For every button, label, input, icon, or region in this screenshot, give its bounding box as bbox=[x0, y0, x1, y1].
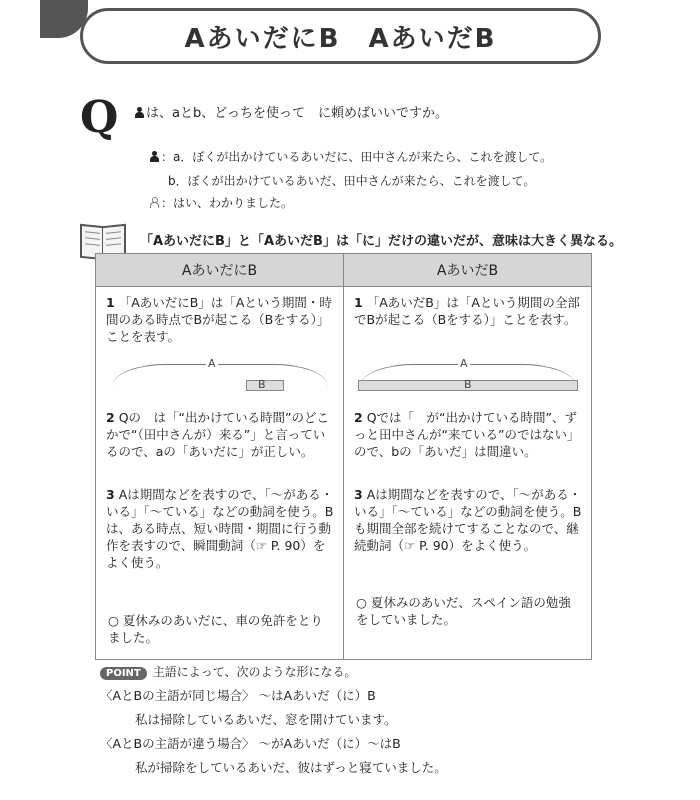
left-timeline-diagram bbox=[106, 357, 334, 394]
table-column-left bbox=[96, 254, 344, 659]
left-point-3: 3 Aは期間などを表すので、「～がある・いる」「～ている」などの動詞を使う。Bは、ある時点、短い時間・期間に行う動作を表すので、瞬間動詞（☞ P. 90）をよく使う。 bbox=[106, 487, 334, 570]
diagram-label-a: A bbox=[460, 357, 468, 370]
page-title: AあいだにB AあいだB bbox=[184, 23, 497, 54]
table-header-right: AあいだB bbox=[344, 254, 591, 287]
question-text-row bbox=[135, 102, 448, 121]
table-header-left: AあいだにB bbox=[96, 254, 343, 287]
diagram-label-a: A bbox=[208, 357, 216, 370]
dialog-answer: ：はい、わかりました。 bbox=[161, 196, 294, 210]
speaker-person-icon bbox=[135, 107, 144, 118]
point-intro-row bbox=[100, 663, 357, 680]
right-point-1: 1 「AあいだB」は「Aという期間の全部でBが起こる（Bをする）」ことを表す。 bbox=[354, 295, 580, 327]
table-column-right bbox=[344, 254, 591, 659]
question-letter: Q bbox=[80, 92, 119, 143]
point-badge: POINT bbox=[100, 667, 147, 680]
dialog-answer-row bbox=[150, 194, 293, 211]
diagram-label-b: B bbox=[258, 378, 266, 391]
comparison-table bbox=[95, 253, 592, 660]
dialog-line-b: b．ぼくが出かけているあいだ、田中さんが来たら、これを渡して。 bbox=[168, 174, 536, 188]
left-point-1: 1 「AあいだにB」は「Aという期間・時間のある時点でBが起こる（Bをする）」ことを表す。 bbox=[106, 295, 332, 344]
right-example: ○ 夏休みのあいだ、スペイン語の勉強をしていました。 bbox=[356, 595, 571, 627]
right-point-2: 2 Qでは「 が“出かけている時間”、ずっと田中さんが“来ている”のではない」ので、bの「あいだ」は間違い。 bbox=[354, 410, 580, 459]
left-example: ○ 夏休みのあいだに、車の免許をとりました。 bbox=[108, 613, 323, 645]
point-example-1: 私は掃除しているあいだ、窓を開けています。 bbox=[135, 712, 397, 727]
point-case-1: 〈AとBの主語が同じ場合〉 ～はAあいだ（に）B bbox=[100, 688, 376, 703]
dialog-line-a: ：a．ぼくが出かけているあいだに、田中さんが来たら、これを渡して。 bbox=[161, 150, 553, 164]
point-example-2: 私が掃除をしているあいだ、彼はずっと寝ていました。 bbox=[135, 760, 447, 775]
page-title-box bbox=[80, 8, 601, 64]
listener-person-icon bbox=[150, 197, 159, 208]
right-point-3: 3 Aは期間などを表すので、「～がある・いる」「～ている」などの動詞を使う。Bも期間全部を続けてすることなので、継続動詞（☞ P. 90）をよく使う。 bbox=[354, 487, 582, 553]
dialog-line-a-row bbox=[150, 148, 552, 165]
left-point-2: 2 Qの は「“出かけている時間”のどこかで“（田中さんが）来る”」と言っているので、aの「あいだに」が正しい。 bbox=[106, 410, 329, 459]
section-headline: 「AあいだにB」と「AあいだB」は「に」だけの違いだが、意味は大きく異なる。 bbox=[140, 234, 622, 249]
question-text: は、aとb、どっちを使って に頼めばいいですか。 bbox=[146, 106, 448, 121]
speaker-person-icon bbox=[150, 151, 159, 162]
point-case-2: 〈AとBの主語が違う場合〉 ～がAあいだ（に）～はB bbox=[100, 736, 401, 751]
diagram-label-b: B bbox=[464, 378, 472, 391]
right-timeline-diagram bbox=[354, 357, 582, 394]
point-intro: 主語によって、次のような形になる。 bbox=[152, 665, 357, 679]
